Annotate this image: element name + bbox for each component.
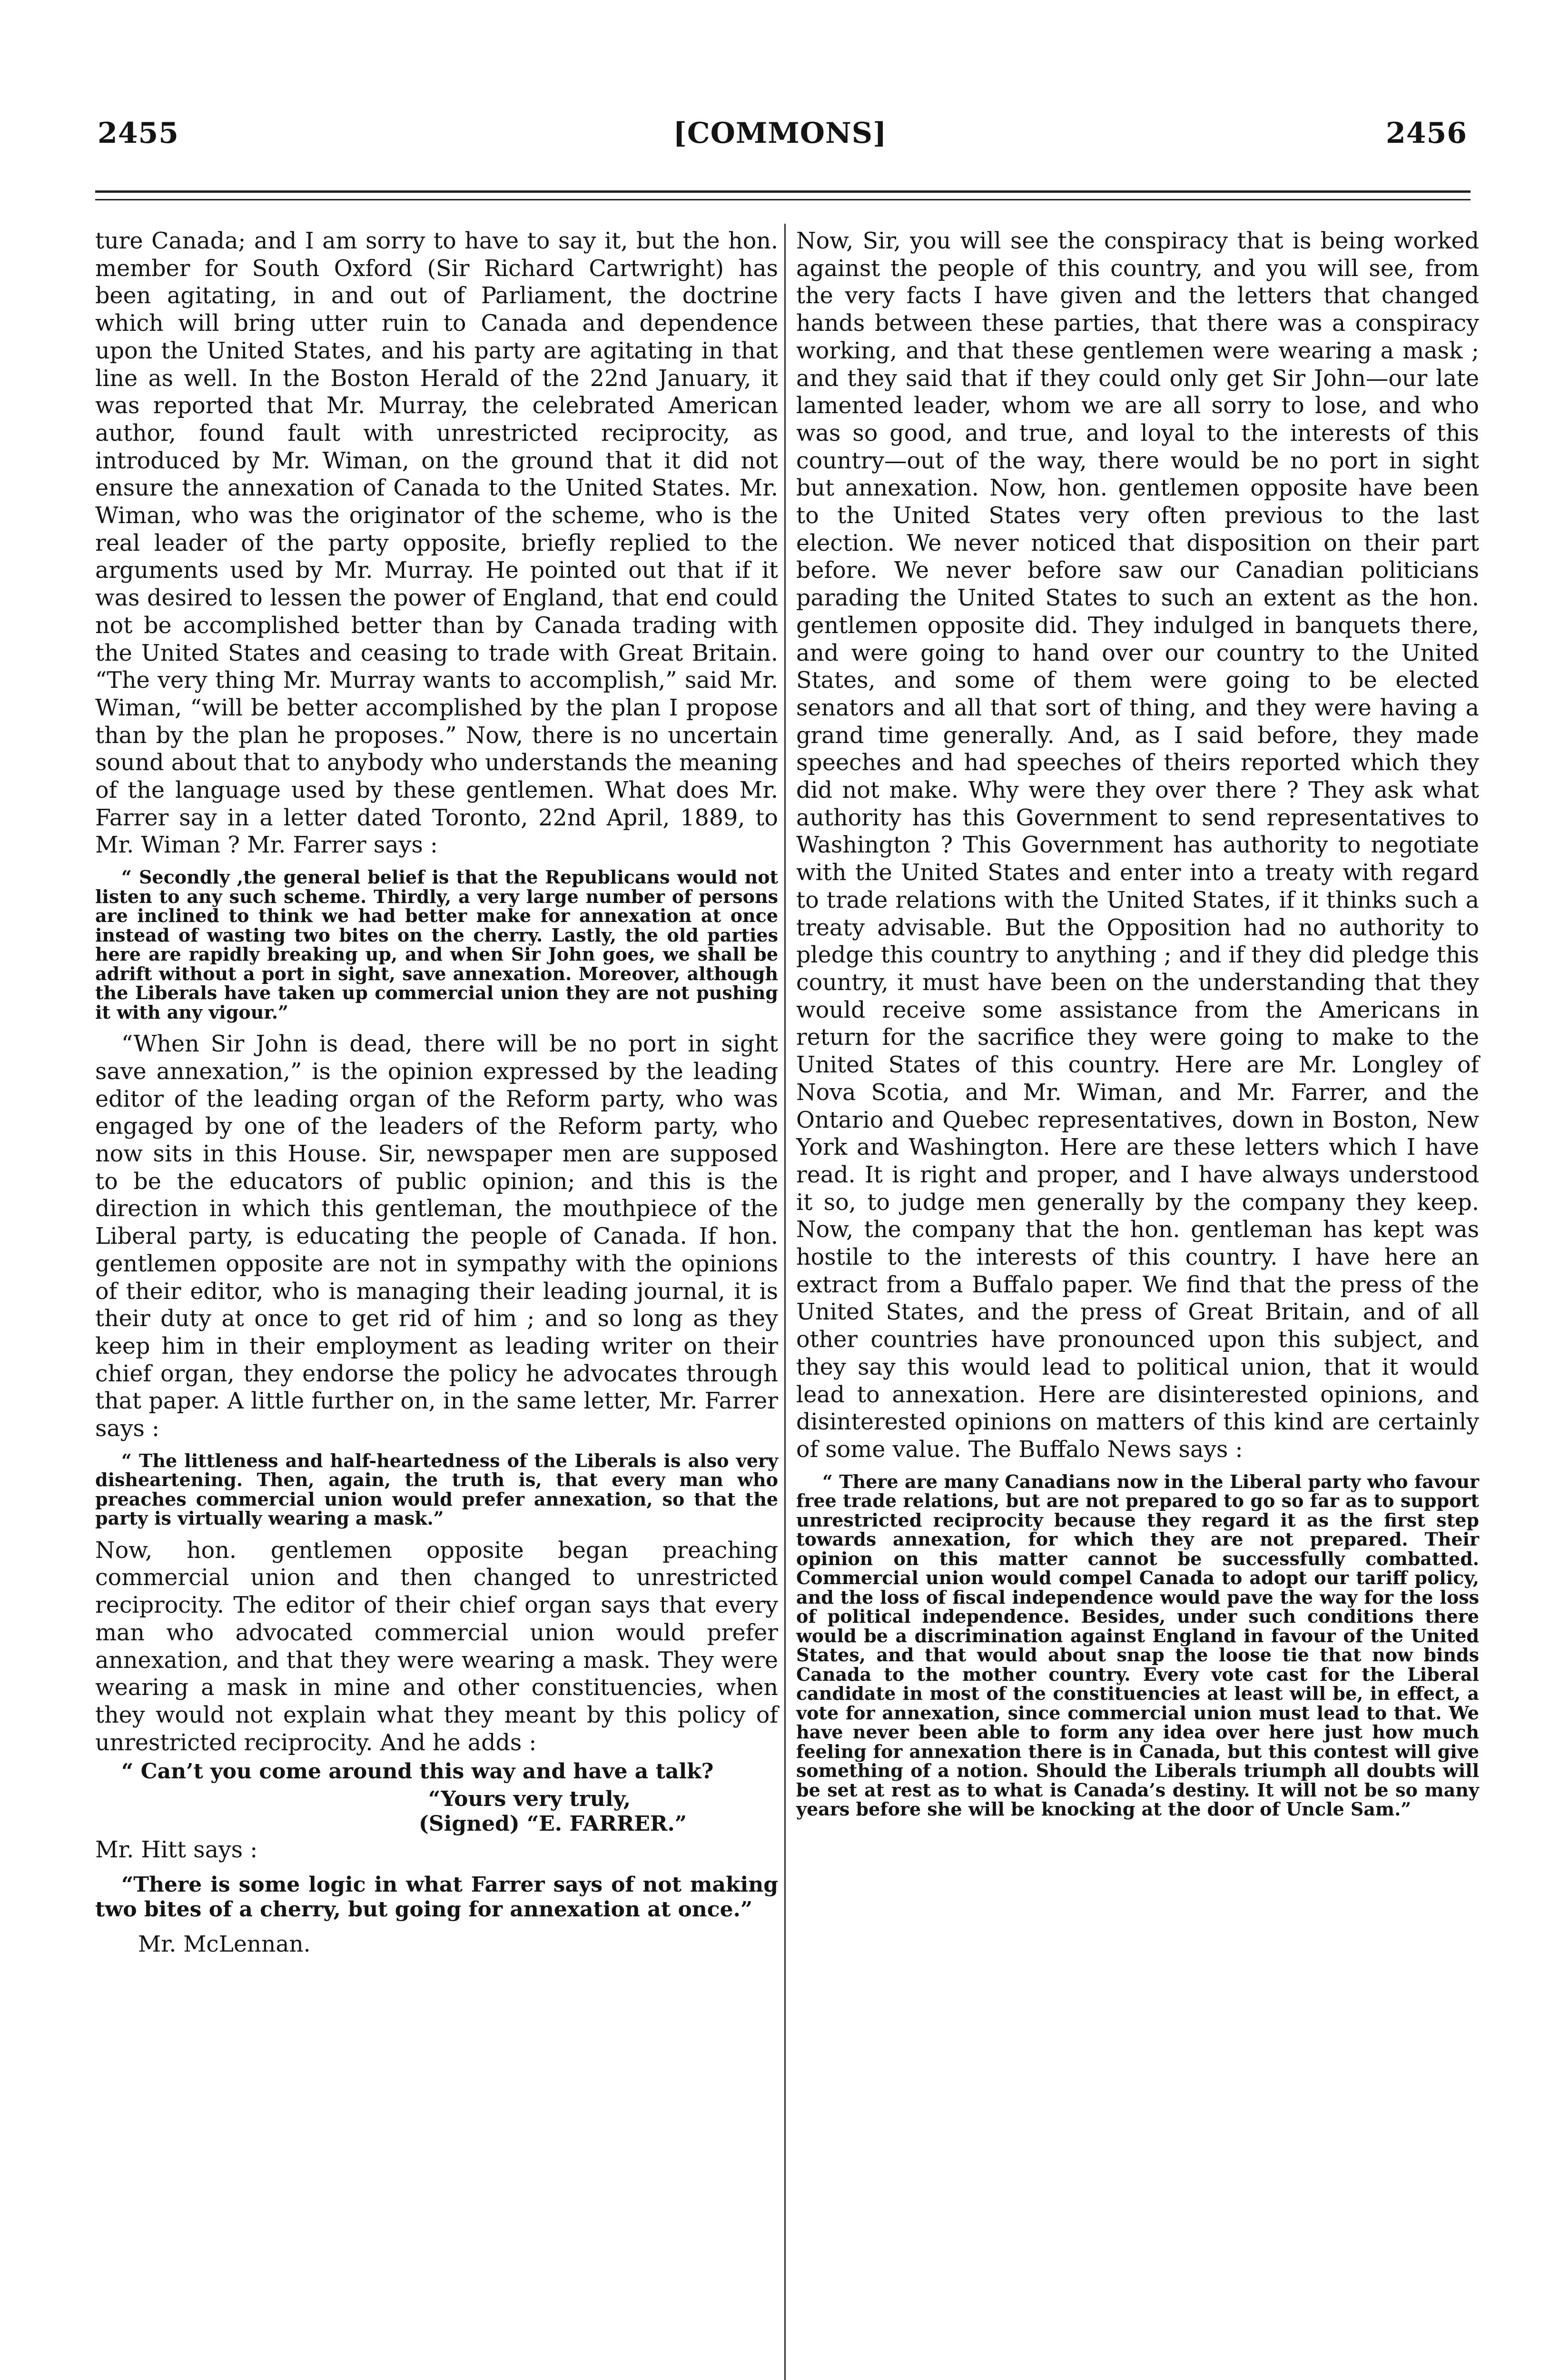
left-paragraph-3: Now, hon. gentlemen opposite began preaching commercial union and then changed to unrestricted reciprocity. The editor of their chief organ says that every man who advocated commercial union would prefer annexation, and that they were wearing a mask. They were wearing a mask in mine and other constituencies, when they would not explain what they meant by this policy of unrestricted reciprocity. And he adds : xyxy=(95,1537,778,1756)
left-paragraph-1: ture Canada; and I am sorry to have to say it, but the hon. member for South Oxford (Sir Richard Cartwright) has been agitating, in and out of Parliament, the doctrine which will bring utter ruin to Canada and dependence upon the United States, and his party are agitating in that line as well. In the Boston Herald of the 22nd January, it was reported that Mr. Murray, the celebrated American author, found fault with unrestricted reciprocity, as introduced by Mr. Wiman, on the ground that it did not ensure the annexation of Canada to the United States. Mr. Wiman, who was the originator of the scheme, who is the real leader of the party opposite, briefly replied to the arguments used by Mr. Murray. He pointed out that if it was desired to lessen the power of England, that end could not be accomplished better than by Canada trading with the United States and ceasing to trade with Great Britain. “The very thing Mr. Murray wants to accomplish,” said Mr. Wiman, “will be better accomplished by the plan I propose than by the plan he proposes.” Now, there is no uncertain sound about that to anybody who understands the meaning of the language used by these gentlemen. What does Mr. Farrer say in a letter dated Toronto, 22nd April, 1889, to Mr. Wiman ? Mr. Farrer says : xyxy=(95,228,778,859)
letter-closing: “Yours very truly, xyxy=(428,1787,631,1812)
page-title: [COMMONS] xyxy=(673,117,887,150)
right-column xyxy=(796,228,1479,1828)
header-rule-thin xyxy=(95,199,1471,200)
page-number-left: 2455 xyxy=(98,117,179,150)
right-quote-1: “ There are many Canadians now in the Liberal party who favour free trade relations, but are not prepared to go so far as to support unrestricted reciprocity because they regard it as the first step towards annexation, for which they are not prepared. Their opinion on this matter cannot be successfully combatted. Commercial union would compel Canada to adopt our tariff policy, and the loss of fiscal independence would pave the way for the loss of political independence. Besides, under such conditions there would be a discrimination against England in favour of the United States, and that would about snap the loose tie that now binds Canada to the mother country. Every vote cast for the Liberal candidate in most of the constituencies at least will be, in effect, a vote for annexation, since commercial union must lead to that. We have never been able to form any idea over here just how much feeling for annexation there is in Canada, but this contest will give something of a notion. Should the Liberals triumph all doubts will be set at rest as to what is Canada’s destiny. It will not be so many years before she will be knocking at the door of Uncle Sam.” xyxy=(796,1470,1479,1820)
hitt-intro: Mr. Hitt says : xyxy=(95,1837,258,1864)
left-quote-4: “There is some logic in what Farrer says of not making two bites of a cherry, but going for annexation at once.” xyxy=(95,1873,778,1922)
left-quote-3: “ Can’t you come around this way and have a talk? xyxy=(121,1759,714,1784)
speaker-name: Mr. McLennan. xyxy=(138,1931,311,1958)
right-paragraph-1: Now, Sir, you will see the conspiracy that is being worked against the people of this country, and you will see, from the very facts I have given and the letters that changed hands between these parties, that there was a conspiracy working, and that these gentlemen were wearing a mask ; and they said that if they could only get Sir John—our late lamented leader, whom we are all sorry to lose, and who was so good, and true, and loyal to the interests of this country—out of the way, there would be no port in sight but annexation. Now, hon. gentlemen opposite have been to the United States very often previous to the last election. We never noticed that disposition on their part before. We never before saw our Canadian politicians parading the United States to such an extent as the hon. gentlemen opposite did. They indulged in banquets there, and were going to hand over our country to the United States, and some of them were going to be elected senators and all that sort of thing, and they were having a grand time generally. And, as I said before, they made speeches and had speeches of theirs reported which they did not make. Why were they over there ? They ask what authority has this Government to send representatives to Washington ? This Government has authority to negotiate with the United States and enter into a treaty with regard to trade relations with the United States, if it thinks such a treaty advisable. But the Opposition had no authority to pledge this country to anything ; and if they did pledge this country, it must have been on the understanding that they would receive some assistance from the Americans in return for the sacrifice they were going to make to the United States of this country. Here are Mr. Longley of Nova Scotia, and Mr. Wiman, and Mr. Farrer, and the Ontario and Quebec representatives, down in Boston, New York and Washington. Here are these letters which I have read. It is right and proper, and I have always understood it so, to judge men generally by the company they keep. Now, the company that the hon. gentleman has kept was hostile to the interests of this country. I have here an extract from a Buffalo paper. We find that the press of the United States, and the press of Great Britain, and of all other countries have pronounced upon this subject, and they say this would lead to political union, that it would lead to annexation. Here are disinterested opinions, and disinterested opinions on matters of this kind are certainly of some value. The Buffalo News says : xyxy=(796,228,1479,1463)
left-paragraph-2: “When Sir John is dead, there will be no port in sight save annexation,” is the opinion expressed by the leading editor of the leading organ of the Reform party, who was engaged by one of the leaders of the Reform party, who now sits in this House. Sir, newspaper men are supposed to be the educators of public opinion; and this is the direction in which this gentleman, the mouthpiece of the Liberal party, is educating the people of Canada. If hon. gentlemen opposite are not in sympathy with the opinions of their editor, who is managing their leading journal, it is their duty at once to get rid of him ; and so long as they keep him in their employment as leading writer on their chief organ, they endorse the policy he advocates through that paper. A little further on, in the same letter, Mr. Farrer says : xyxy=(95,1031,778,1442)
left-column xyxy=(95,228,778,1958)
page-number-right: 2456 xyxy=(1386,117,1467,150)
left-quote-1: “ Secondly ,the general belief is that the Republicans would not listen to any such scheme. Thirdly, a very large number of persons are inclined to think we had better make for annexation at once instead of wasting two bites on the cherry. Lastly, the old parties here are rapidly breaking up, and when Sir John goes, we shall be adrift without a port in sight, save annexation. Moreover, although the Liberals have taken up commercial union they are not pushing it with any vigour.” xyxy=(95,866,778,1023)
letter-signature: (Signed) “E. FARRER.” xyxy=(419,1812,687,1836)
header-rule-thick xyxy=(95,190,1471,193)
column-divider xyxy=(784,224,786,2380)
left-quote-2: “ The littleness and half-heartedness of the Liberals is also very disheartening. Then, again, the truth is, that every man who preaches commercial union would prefer annexation, so that the party is virtually wearing a mask.” xyxy=(95,1449,778,1529)
